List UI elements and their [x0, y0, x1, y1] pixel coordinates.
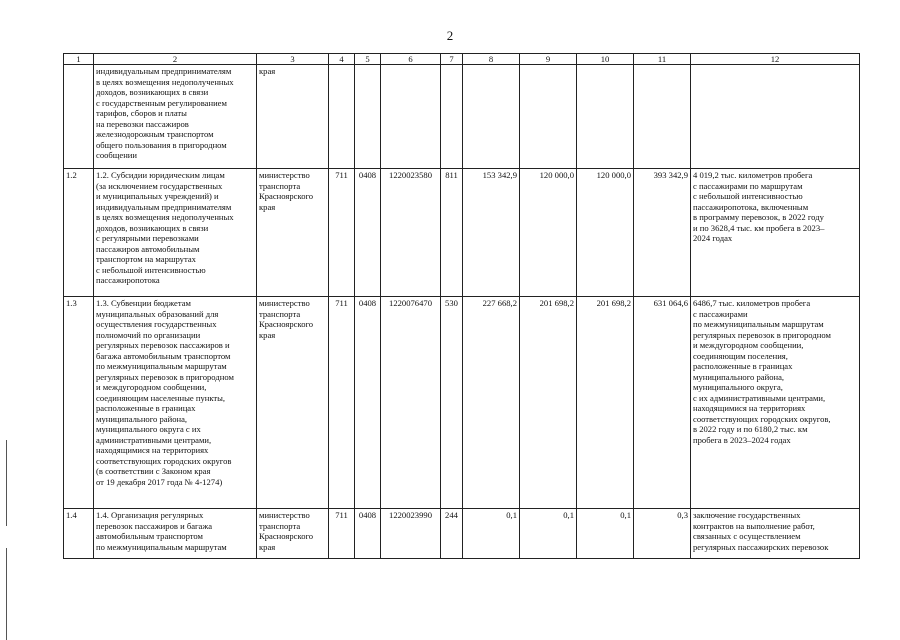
row-number-cell: 1.4: [64, 509, 94, 559]
column-number: 3: [257, 54, 329, 65]
expected-result-cell: заключение государственных контрактов на выполнение работ, связанных с осуществлением регулярных пассажирских перевозок: [691, 509, 860, 559]
csr-cell: 1220023580: [381, 169, 441, 297]
event-name-cell: 1.4. Организация регулярных перевозок пассажиров и багажа автомобильным транспортом по межмуниципальным маршрутам: [94, 509, 257, 559]
vr-cell: 530: [441, 297, 463, 509]
amount-total-cell: 0,3: [634, 509, 691, 559]
column-number: 6: [381, 54, 441, 65]
amount-2023-cell: 0,1: [520, 509, 577, 559]
column-number: 11: [634, 54, 691, 65]
column-number: 9: [520, 54, 577, 65]
column-number: 2: [94, 54, 257, 65]
table-row-continuation: [64, 65, 860, 169]
table-row: [64, 509, 860, 559]
grbs-cell: 711: [329, 169, 355, 297]
amount-2024-cell: 0,1: [577, 509, 634, 559]
expected-result-cell: 4 019,2 тыс. километров пробега с пассажирами по маршрутам с небольшой интенсивностью пассажиропотока, включенным в программу перевозок, в 2022 году и по 3628,4 тыс. км пробега в 2023– 2024 годах: [691, 169, 860, 297]
amount-2022-cell: 153 342,9: [463, 169, 520, 297]
amount-2022-cell: 0,1: [463, 509, 520, 559]
amount-total-cell: 631 064,6: [634, 297, 691, 509]
rzpr-cell: 0408: [355, 509, 381, 559]
owner-cell: края: [257, 65, 329, 169]
column-number: 4: [329, 54, 355, 65]
event-name-cell: 1.3. Субвенции бюджетам муниципальных образований для осуществления государственных полномочий по организации регулярных перевозок пассажиров и багажа автомобильным транспортом по межмуниципальным маршрутам регулярных перевозок в пригородном и междугородном сообщении, соединяющим населенные пункты, расположенные в границах муниципального района, муниципального округа с их административными центрами, находящимися на территориях соответствующих городских округов (в соответствии с Законом края от 19 декабря 2017 года № 4-1274): [94, 297, 257, 509]
amount-total-cell: 393 342,9: [634, 169, 691, 297]
expected-result-cell: 6486,7 тыс. километров пробега с пассажирами по межмуниципальным маршрутам регулярных перевозок в пригородном и междугородном сообщении, соединяющим поселения, расположенные в границах муниципального района, муниципального округа, с их административными центрами, находящимися на территориях соответствующих городских округов, в 2022 году и по 6180,2 тыс. км пробега в 2023–2024 годах: [691, 297, 860, 509]
column-number-row: [64, 54, 860, 65]
grbs-cell: 711: [329, 509, 355, 559]
scan-margin-line: [6, 440, 7, 526]
owner-cell: министерство транспорта Красноярского края: [257, 297, 329, 509]
page-number: 2: [446, 28, 454, 43]
owner-cell: министерство транспорта Красноярского края: [257, 169, 329, 297]
amount-2023-cell: 201 698,2: [520, 297, 577, 509]
event-name-cell: 1.2. Субсидии юридическим лицам (за исключением государственных и муниципальных учреждений) и индивидуальным предпринимателям в целях возмещения недополученных доходов, возникающих в связи с регулярными перевозками пассажиров автомобильным транспортом на маршрутах с небольшой интенсивностью пассажиропотока: [94, 169, 257, 297]
column-number: 1: [64, 54, 94, 65]
rzpr-cell: 0408: [355, 297, 381, 509]
column-number: 8: [463, 54, 520, 65]
column-number: 10: [577, 54, 634, 65]
vr-cell: 244: [441, 509, 463, 559]
event-name-cell: индивидуальным предпринимателям в целях возмещения недополученных доходов, возникающих в связи с государственным регулированием тарифов, сборов и платы на перевозки пассажиров железнодорожным транспортом общего пользования в пригородном сообщении: [94, 65, 257, 169]
column-number: 5: [355, 54, 381, 65]
amount-2022-cell: 227 668,2: [463, 297, 520, 509]
budget-table: [63, 53, 860, 559]
column-number: 7: [441, 54, 463, 65]
scan-margin-line: [6, 548, 7, 640]
vr-cell: 811: [441, 169, 463, 297]
rzpr-cell: 0408: [355, 169, 381, 297]
csr-cell: 1220076470: [381, 297, 441, 509]
amount-2024-cell: 120 000,0: [577, 169, 634, 297]
table-row: [64, 169, 860, 297]
row-number-cell: [64, 65, 94, 169]
row-number-cell: 1.3: [64, 297, 94, 509]
row-number-cell: 1.2: [64, 169, 94, 297]
owner-cell: министерство транспорта Красноярского края: [257, 509, 329, 559]
amount-2023-cell: 120 000,0: [520, 169, 577, 297]
grbs-cell: 711: [329, 297, 355, 509]
table-row: [64, 297, 860, 509]
amount-2024-cell: 201 698,2: [577, 297, 634, 509]
column-number: 12: [691, 54, 860, 65]
csr-cell: 1220023990: [381, 509, 441, 559]
